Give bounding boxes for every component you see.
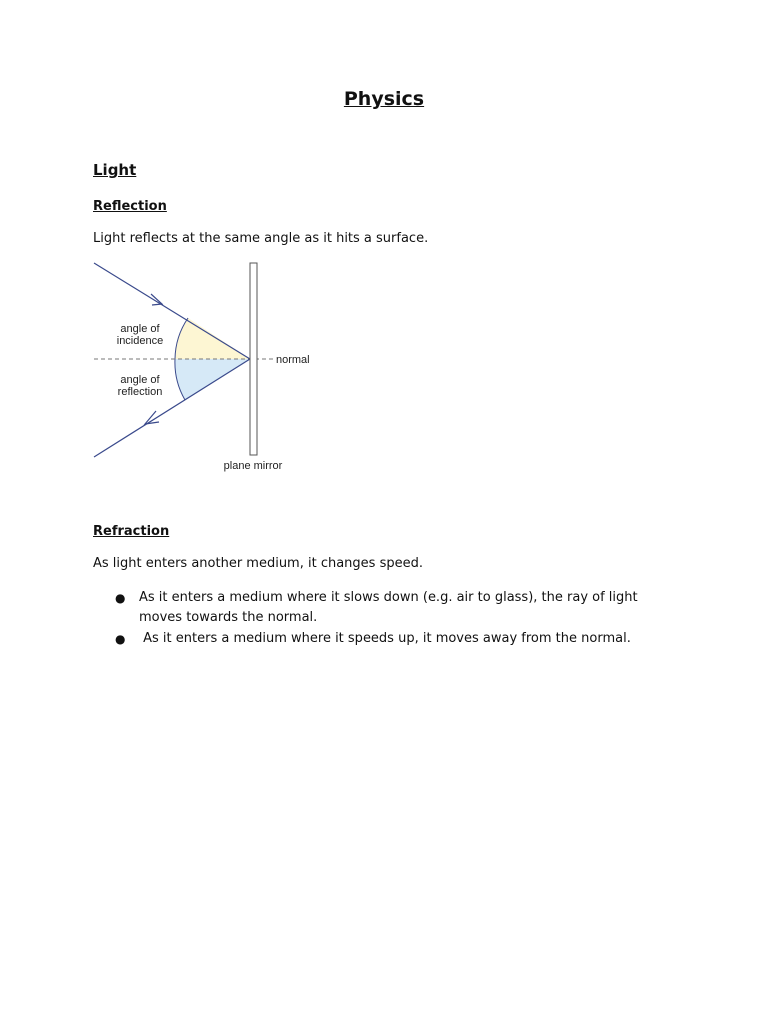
reflection-heading: Reflection	[93, 199, 167, 214]
incidence-label-line1: angle of	[120, 323, 160, 335]
reflected-ray	[94, 359, 250, 457]
refraction-heading: Refraction	[93, 524, 170, 539]
bullet-icon: ●	[115, 632, 126, 646]
reflection-label-line1: angle of	[120, 374, 160, 386]
page-title: Physics	[343, 88, 425, 110]
normal-label: normal	[276, 354, 310, 366]
mirror-label: plane mirror	[223, 460, 283, 472]
reflection-angle-sector	[175, 359, 250, 400]
list-item	[93, 629, 683, 649]
bullet-text: As it enters a medium where it speeds up, it moves away from the normal.	[139, 631, 631, 646]
reflection-diagram	[90, 258, 330, 478]
refraction-text: As light enters another medium, it changes speed.	[93, 556, 423, 571]
refraction-bullet-list	[93, 588, 683, 650]
plane-mirror	[250, 263, 257, 455]
list-item	[93, 588, 683, 628]
bullet-icon: ●	[115, 591, 126, 605]
reflection-label-line2: reflection	[117, 386, 163, 398]
incidence-label-line2: incidence	[116, 335, 164, 347]
incidence-angle-sector	[175, 318, 250, 359]
section-heading-light: Light	[93, 161, 137, 179]
bullet-text: As it enters a medium where it slows down (e.g. air to glass), the ray of light moves towards the normal.	[139, 590, 638, 625]
reflection-text: Light reflects at the same angle as it hits a surface.	[93, 231, 429, 246]
